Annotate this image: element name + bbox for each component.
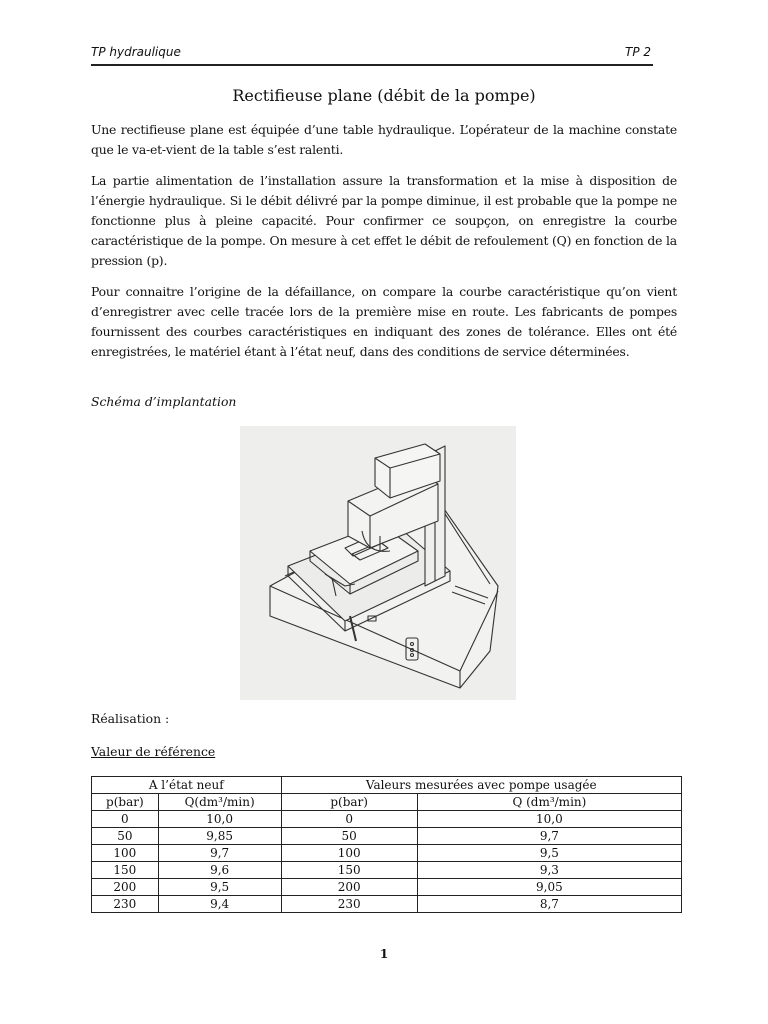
table-cell: 9,5 <box>417 845 681 862</box>
table-cell: 50 <box>92 828 159 845</box>
table-group-header-row <box>92 777 682 794</box>
table-cell: 9,85 <box>158 828 281 845</box>
column-header-flow-used: Q (dm³/min) <box>417 794 681 811</box>
header-tp-number: TP 2 <box>624 45 651 59</box>
table-cell: 9,05 <box>417 879 681 896</box>
table-row <box>92 828 682 845</box>
header-rule <box>91 64 653 66</box>
table-row <box>92 862 682 879</box>
table-cell: 50 <box>281 828 417 845</box>
group-header-new-state: A l’état neuf <box>92 777 282 794</box>
column-header-flow-new: Q(dm³/min) <box>158 794 281 811</box>
table-row <box>92 879 682 896</box>
table-cell: 9,6 <box>158 862 281 879</box>
document-title: Rectifieuse plane (débit de la pompe) <box>232 86 536 105</box>
table-cell: 150 <box>92 862 159 879</box>
realisation-heading: Réalisation : <box>91 711 170 726</box>
table-row <box>92 811 682 828</box>
table-cell: 9,7 <box>417 828 681 845</box>
reference-values-heading: Valeur de référence <box>91 744 216 759</box>
table-cell: 230 <box>281 896 417 913</box>
table-cell: 0 <box>281 811 417 828</box>
table-cell: 230 <box>92 896 159 913</box>
column-header-pressure-new: p(bar) <box>92 794 159 811</box>
page-header <box>91 42 651 64</box>
header-course-title: TP hydraulique <box>91 45 181 59</box>
page-number: 1 <box>379 947 389 961</box>
table-cell: 10,0 <box>158 811 281 828</box>
table-cell: 100 <box>92 845 159 862</box>
table-cell: 10,0 <box>417 811 681 828</box>
table-row <box>92 896 682 913</box>
table-cell: 9,4 <box>158 896 281 913</box>
column-header-pressure-used: p(bar) <box>281 794 417 811</box>
table-cell: 200 <box>281 879 417 896</box>
group-header-used-pump: Valeurs mesurées avec pompe usagée <box>281 777 681 794</box>
table-column-header-row <box>92 794 682 811</box>
table-cell: 100 <box>281 845 417 862</box>
paragraph-supply: La partie alimentation de l’installation assure la transformation et la mise à disposition de l’énergie hydraulique. Si le débit délivré par la pompe diminue, il est probable que la pompe ne fonctionne plus à pleine capacité. Pour confirmer ce soupçon, on enregistre la courbe caractéristique de la pompe. On mesure à cet effet le débit de refoulement (Q) en fonction de la pression (p). <box>91 173 677 268</box>
pump-values-table <box>91 776 682 913</box>
table-cell: 9,7 <box>158 845 281 862</box>
surface-grinder-illustration <box>240 426 516 700</box>
paragraph-comparison: Pour connaitre l’origine de la défaillance, on compare la courbe caractéristique qu’on vient d’enregistrer avec celle tracée lors de la première mise en route. Les fabricants de pompes fournissent des courbes caractéristiques en indiquant des zones de tolérance. Elles ont été enregistrées, le matériel étant à l’état neuf, dans des conditions de service déterminées. <box>91 284 677 359</box>
table-row <box>92 845 682 862</box>
table-cell: 9,5 <box>158 879 281 896</box>
table-cell: 0 <box>92 811 159 828</box>
table-cell: 200 <box>92 879 159 896</box>
table-cell: 9,3 <box>417 862 681 879</box>
table-cell: 150 <box>281 862 417 879</box>
schema-heading: Schéma d’implantation <box>91 394 237 409</box>
table-cell: 8,7 <box>417 896 681 913</box>
paragraph-intro: Une rectifieuse plane est équipée d’une table hydraulique. L’opérateur de la machine constate que le va-et-vient de la table s’est ralenti. <box>91 122 677 157</box>
